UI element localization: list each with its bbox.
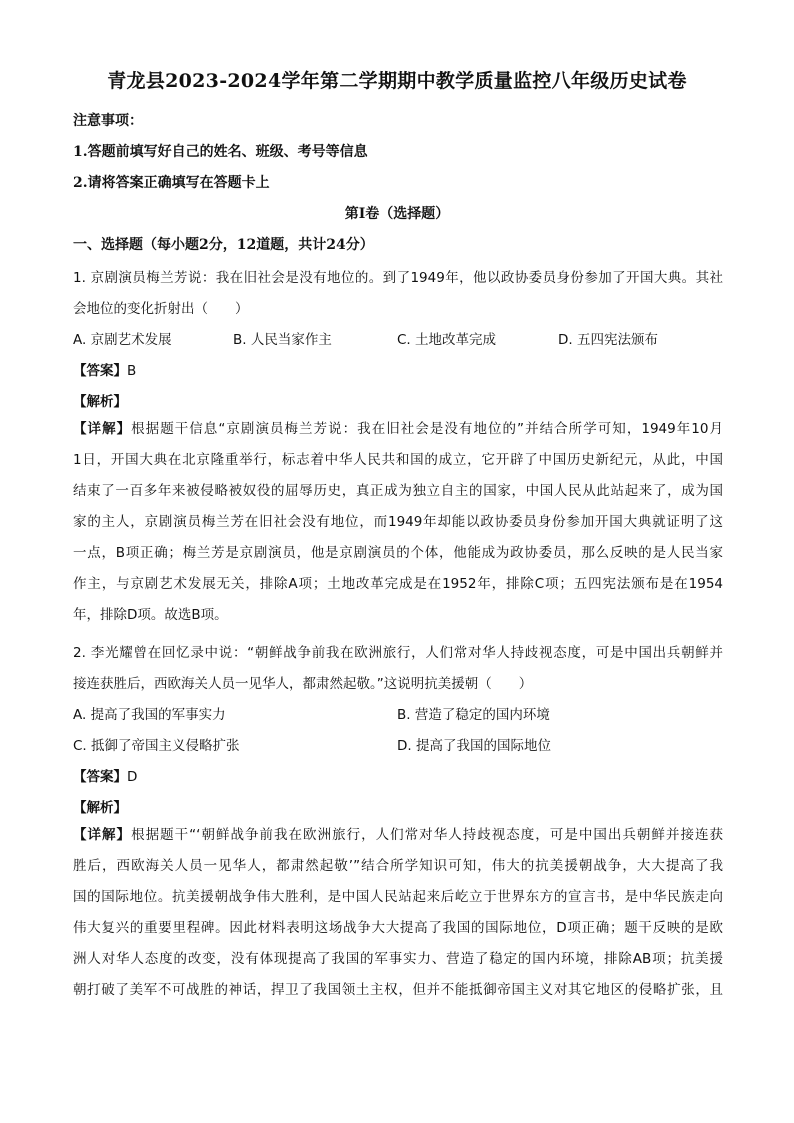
detail-line: 年，排除D项。故选B项。	[73, 607, 228, 623]
answer-line	[73, 765, 723, 785]
detail-line: 一点，B项正确；梅兰芳是京剧演员，他是京剧演员的个体，他能成为政协委员，那么反映的是人民当家	[73, 545, 723, 561]
notice-heading: 注意事项：	[73, 113, 143, 129]
answer-label: 【答案】	[73, 769, 127, 785]
page-title: 青龙县2023-2024学年第二学期期中教学质量监控八年级历史试卷	[107, 70, 687, 92]
detail-text: 根据题干“‘朝鲜战争前我在欧洲旅行，人们常对华人持歧视态度，可是中国出兵朝鲜并接连获	[131, 827, 723, 843]
question-stem-line: 会地位的变化折射出（ ）	[73, 301, 249, 317]
notice-item: 2.请将答案正确填写在答题卡上	[73, 175, 270, 191]
option-d: D. 提高了我国的国际地位	[397, 738, 551, 754]
analysis-label-text: 【解析】	[73, 800, 127, 816]
detail-line: 1日，开国大典在北京隆重举行，标志着中华人民共和国的成立，它开辟了中国历史新纪元，从此，中国	[73, 452, 723, 468]
option-b: B. 营造了稳定的国内环境	[397, 707, 550, 723]
detail-line	[73, 820, 723, 851]
option-b: B. 人民当家作主	[233, 332, 332, 348]
analysis-label-text: 【解析】	[73, 394, 127, 410]
detail-paragraph	[73, 414, 723, 631]
option-d: D. 五四宪法颁布	[558, 332, 658, 348]
detail-paragraph	[73, 820, 723, 1006]
notice-item: 1.答题前填写好自己的姓名、班级、考号等信息	[73, 144, 368, 160]
detail-text: 根据题干信息“京剧演员梅兰芳说：我在旧社会是没有地位的”并结合所学可知，1949年10月	[131, 421, 723, 437]
detail-line: 洲人对华人态度的改变，没有体现提高了我国的军事实力、营造了稳定的国内环境，排除AB项；抗美援	[73, 951, 723, 967]
option-c: C. 土地改革完成	[397, 332, 497, 348]
volume-title: 第I卷（选择题）	[344, 206, 450, 222]
detail-label: 【详解】	[73, 421, 132, 437]
option-a: A. 提高了我国的军事实力	[73, 707, 226, 723]
option-c: C. 抵御了帝国主义侵略扩张	[73, 738, 240, 754]
detail-line	[73, 414, 723, 445]
question-stem-line: 接连获胜后，西欧海关人员一见华人，都肃然起敬。”这说明抗美援朝（ ）	[73, 676, 533, 692]
question-stem-line: 2. 李光耀曾在回忆录中说：“朝鲜战争前我在欧洲旅行，人们常对华人持歧视态度，可是中国出兵朝鲜并	[73, 645, 723, 661]
answer-value: B	[127, 363, 137, 379]
answer-label: 【答案】	[73, 363, 127, 379]
detail-line: 朝打破了美军不可战胜的神话，捍卫了我国领土主权，但并不能抵御帝国主义对其它地区的侵略扩张，且	[73, 982, 723, 998]
detail-line: 作主，与京剧艺术发展无关，排除A项；土地改革完成是在1952年，排除C项；五四宪法颁布是在1954	[73, 576, 723, 592]
option-a: A. 京剧艺术发展	[73, 332, 172, 348]
detail-line: 伟大复兴的重要里程碑。因此材料表明这场战争大大提高了我国的国际地位，D项正确；题干反映的是欧	[73, 920, 723, 936]
question-stem-line: 1. 京剧演员梅兰芳说：我在旧社会是没有地位的。到了1949年，他以政协委员身份参加了开国大典。其社	[73, 270, 723, 286]
section-title: 一、选择题（每小题2分，12道题，共计24分）	[73, 237, 374, 253]
detail-line: 家的主人，京剧演员梅兰芳在旧社会没有地位，而1949年却能以政协委员身份参加开国大典就证明了这	[73, 514, 723, 530]
analysis-label	[73, 390, 723, 411]
detail-label: 【详解】	[73, 827, 132, 843]
detail-line: 国的国际地位。抗美援朝战争伟大胜利，是中国人民站起来后屹立于世界东方的宣言书，是中华民族走向	[73, 889, 723, 905]
detail-line: 结束了一百多年来被侵略被奴役的屈辱历史，真正成为独立自主的国家，中国人民从此站起来了，成为国	[73, 483, 723, 499]
answer-line	[73, 359, 723, 379]
detail-line: 胜后，西欧海关人员一见华人，都肃然起敬’”结合所学知识可知，伟大的抗美援朝战争，大大提高了我	[73, 858, 723, 874]
answer-value: D	[127, 769, 138, 785]
analysis-label	[73, 796, 723, 817]
